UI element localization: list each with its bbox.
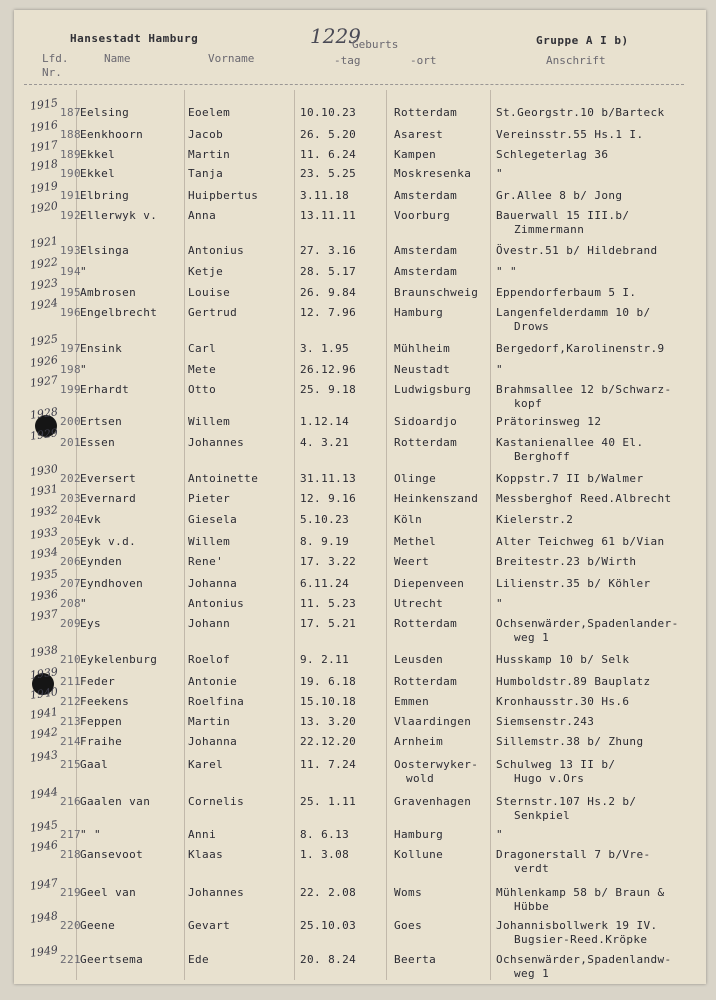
year-mark: 1916 (29, 118, 59, 135)
year-mark: 1929 (29, 426, 59, 443)
address-continuation: weg 1 (514, 967, 550, 980)
address-cell: Sillemstr.38 b/ Zhung (496, 735, 644, 748)
birth-place-cell: Heinkenszand (394, 492, 479, 505)
birth-place-cell: Woms (394, 886, 423, 899)
row-number: 213 (60, 715, 82, 728)
address-continuation: Berghoff (514, 450, 571, 463)
birth-place-cell: Voorburg (394, 209, 451, 222)
address-cell: Övestr.51 b/ Hildebrand (496, 244, 658, 257)
surname-cell: Geene (80, 919, 116, 932)
first-name-cell: Otto (188, 383, 217, 396)
address-cell: St.Georgstr.10 b/Barteck (496, 106, 665, 119)
address-cell: Alter Teichweg 61 b/Vian (496, 535, 665, 548)
surname-cell: Elbring (80, 189, 130, 202)
header-tag: -tag (334, 54, 361, 67)
first-name-cell: Johanna (188, 735, 238, 748)
first-name-cell: Huipbertus (188, 189, 259, 202)
birth-place-cell: Beerta (394, 953, 437, 966)
surname-cell: " " (80, 828, 102, 841)
surname-cell: Feekens (80, 695, 130, 708)
city-heading: Hansestadt Hamburg (70, 32, 199, 45)
row-number: 207 (60, 577, 82, 590)
birth-place-cell: Köln (394, 513, 423, 526)
birth-place-cell: Rotterdam (394, 436, 458, 449)
surname-cell: Ekkel (80, 167, 116, 180)
birth-place-cell: Rotterdam (394, 617, 458, 630)
first-name-cell: Pieter (188, 492, 231, 505)
address-continuation: Hugo v.Ors (514, 772, 585, 785)
birth-place-cell: Goes (394, 919, 423, 932)
year-mark: 1932 (29, 503, 59, 520)
birth-place-cell: Oosterwyker- (394, 758, 479, 771)
birth-place-cell: Braunschweig (394, 286, 479, 299)
header-geburts: Geburts (352, 38, 399, 51)
address-continuation: Drows (514, 320, 550, 333)
first-name-cell: Willem (188, 535, 231, 548)
surname-cell: Eys (80, 617, 102, 630)
year-mark: 1948 (29, 909, 59, 926)
surname-cell: Eykelenburg (80, 653, 158, 666)
surname-cell: Ambrosen (80, 286, 137, 299)
birth-date-cell: 5.10.23 (300, 513, 350, 526)
year-mark: 1944 (29, 785, 59, 802)
birth-place-cell: Vlaardingen (394, 715, 472, 728)
birth-place-cell: Utrecht (394, 597, 444, 610)
year-mark: 1946 (29, 838, 59, 855)
year-mark: 1943 (29, 748, 59, 765)
birth-date-cell: 31.11.13 (300, 472, 357, 485)
birth-place-cell: Olinge (394, 472, 437, 485)
first-name-cell: Eoelem (188, 106, 231, 119)
address-continuation: weg 1 (514, 631, 550, 644)
birth-date-cell: 19. 6.18 (300, 675, 357, 688)
first-name-cell: Tanja (188, 167, 224, 180)
address-cell: Ochsenwärder,Spadenlander- (496, 617, 679, 630)
birth-date-cell: 1. 3.08 (300, 848, 350, 861)
surname-cell: Eelsing (80, 106, 130, 119)
surname-cell: Ensink (80, 342, 123, 355)
address-cell: Sternstr.107 Hs.2 b/ (496, 795, 637, 808)
address-cell: Kielerstr.2 (496, 513, 574, 526)
row-number: 196 (60, 306, 82, 319)
birth-date-cell: 17. 5.21 (300, 617, 357, 630)
surname-cell: Fraihe (80, 735, 123, 748)
year-mark: 1939 (29, 665, 59, 682)
address-cell: Koppstr.7 II b/Walmer (496, 472, 644, 485)
surname-cell: Gaalen van (80, 795, 151, 808)
surname-cell: Ertsen (80, 415, 123, 428)
header-name: Name (104, 52, 131, 65)
birth-date-cell: 12. 9.16 (300, 492, 357, 505)
birth-place-cell: Kampen (394, 148, 437, 161)
address-cell: " (496, 828, 504, 841)
row-number: 191 (60, 189, 82, 202)
birth-place-cell: Hamburg (394, 306, 444, 319)
address-cell: Mühlenkamp 58 b/ Braun & (496, 886, 665, 899)
row-number: 219 (60, 886, 82, 899)
birth-place-cell: Amsterdam (394, 189, 458, 202)
column-rule (386, 90, 387, 980)
row-number: 210 (60, 653, 82, 666)
address-continuation: verdt (514, 862, 550, 875)
birth-place-cell: Asarest (394, 128, 444, 141)
birth-date-cell: 15.10.18 (300, 695, 357, 708)
row-number: 221 (60, 953, 82, 966)
surname-cell: Eversert (80, 472, 137, 485)
surname-cell: Elsinga (80, 244, 130, 257)
row-number: 198 (60, 363, 82, 376)
row-number: 195 (60, 286, 82, 299)
group-heading: Gruppe A I b) (536, 34, 629, 47)
first-name-cell: Mete (188, 363, 217, 376)
first-name-cell: Rene' (188, 555, 224, 568)
row-number: 216 (60, 795, 82, 808)
address-cell: Kastanienallee 40 El. (496, 436, 644, 449)
row-number: 214 (60, 735, 82, 748)
year-mark: 1919 (29, 179, 59, 196)
birth-place-continuation: wold (406, 772, 435, 785)
surname-cell: Geertsema (80, 953, 144, 966)
birth-place-cell: Diepenveen (394, 577, 465, 590)
address-continuation: Senkpiel (514, 809, 571, 822)
year-mark: 1947 (29, 876, 59, 893)
first-name-cell: Antonius (188, 244, 245, 257)
year-mark: 1934 (29, 545, 59, 562)
year-mark: 1925 (29, 332, 59, 349)
first-name-cell: Willem (188, 415, 231, 428)
first-name-cell: Klaas (188, 848, 224, 861)
surname-cell: Eyk v.d. (80, 535, 137, 548)
row-number: 189 (60, 148, 82, 161)
address-cell: " (496, 363, 504, 376)
birth-date-cell: 22. 2.08 (300, 886, 357, 899)
year-mark: 1921 (29, 234, 59, 251)
column-rule (490, 90, 491, 980)
birth-date-cell: 13. 3.20 (300, 715, 357, 728)
birth-date-cell: 26. 5.20 (300, 128, 357, 141)
row-number: 202 (60, 472, 82, 485)
birth-date-cell: 28. 5.17 (300, 265, 357, 278)
surname-cell: " (80, 363, 88, 376)
birth-date-cell: 8. 6.13 (300, 828, 350, 841)
birth-place-cell: Amsterdam (394, 244, 458, 257)
year-mark: 1940 (29, 685, 59, 702)
address-cell: Breitestr.23 b/Wirth (496, 555, 637, 568)
row-number: 200 (60, 415, 82, 428)
first-name-cell: Anni (188, 828, 217, 841)
birth-date-cell: 6.11.24 (300, 577, 350, 590)
birth-place-cell: Moskresenka (394, 167, 472, 180)
row-number: 201 (60, 436, 82, 449)
birth-date-cell: 9. 2.11 (300, 653, 350, 666)
address-continuation: Hübbe (514, 900, 550, 913)
surname-cell: Eynden (80, 555, 123, 568)
row-number: 208 (60, 597, 82, 610)
birth-place-cell: Sidoardjo (394, 415, 458, 428)
first-name-cell: Cornelis (188, 795, 245, 808)
year-mark: 1922 (29, 255, 59, 272)
address-cell: Ochsenwärder,Spadenlandw- (496, 953, 672, 966)
year-mark: 1927 (29, 373, 59, 390)
year-mark: 1937 (29, 607, 59, 624)
header-ort: -ort (410, 54, 437, 67)
row-number: 206 (60, 555, 82, 568)
row-number: 199 (60, 383, 82, 396)
first-name-cell: Antonie (188, 675, 238, 688)
birth-date-cell: 26.12.96 (300, 363, 357, 376)
row-number: 217 (60, 828, 82, 841)
birth-date-cell: 10.10.23 (300, 106, 357, 119)
address-continuation: Zimmermann (514, 223, 585, 236)
first-name-cell: Jacob (188, 128, 224, 141)
header-vorname: Vorname (208, 52, 255, 65)
birth-date-cell: 11. 7.24 (300, 758, 357, 771)
year-mark: 1938 (29, 643, 59, 660)
address-cell: " (496, 167, 504, 180)
first-name-cell: Johannes (188, 436, 245, 449)
birth-place-cell: Emmen (394, 695, 430, 708)
surname-cell: Gaal (80, 758, 109, 771)
year-mark: 1920 (29, 199, 59, 216)
row-number: 204 (60, 513, 82, 526)
year-mark: 1931 (29, 482, 59, 499)
birth-place-cell: Ludwigsburg (394, 383, 472, 396)
year-mark: 1928 (29, 405, 59, 422)
birth-date-cell: 12. 7.96 (300, 306, 357, 319)
first-name-cell: Antonius (188, 597, 245, 610)
first-name-cell: Ketje (188, 265, 224, 278)
first-name-cell: Johannes (188, 886, 245, 899)
row-number: 212 (60, 695, 82, 708)
first-name-cell: Karel (188, 758, 224, 771)
column-rule (294, 90, 295, 980)
birth-place-cell: Rotterdam (394, 675, 458, 688)
header-anschrift: Anschrift (546, 54, 606, 67)
surname-cell: Feppen (80, 715, 123, 728)
year-mark: 1945 (29, 818, 59, 835)
row-number: 220 (60, 919, 82, 932)
birth-date-cell: 13.11.11 (300, 209, 357, 222)
birth-date-cell: 3. 1.95 (300, 342, 350, 355)
first-name-cell: Gertrud (188, 306, 238, 319)
address-cell: Dragonerstall 7 b/Vre- (496, 848, 651, 861)
address-cell: Lilienstr.35 b/ Köhler (496, 577, 651, 590)
address-cell: Prätorinsweg 12 (496, 415, 602, 428)
birth-date-cell: 11. 6.24 (300, 148, 357, 161)
birth-place-cell: Arnheim (394, 735, 444, 748)
first-name-cell: Martin (188, 715, 231, 728)
year-mark: 1917 (29, 138, 59, 155)
surname-cell: Ellerwyk v. (80, 209, 158, 222)
birth-place-cell: Neustadt (394, 363, 451, 376)
first-name-cell: Martin (188, 148, 231, 161)
row-number: 215 (60, 758, 82, 771)
address-cell: Bauerwall 15 III.b/ (496, 209, 630, 222)
row-number: 187 (60, 106, 82, 119)
address-cell: Eppendorferbaum 5 I. (496, 286, 637, 299)
address-cell: Messberghof Reed.Albrecht (496, 492, 672, 505)
address-continuation: Bugsier-Reed.Kröpke (514, 933, 648, 946)
row-number: 197 (60, 342, 82, 355)
birth-date-cell: 25.10.03 (300, 919, 357, 932)
surname-cell: Eyndhoven (80, 577, 144, 590)
surname-cell: Evk (80, 513, 102, 526)
birth-date-cell: 8. 9.19 (300, 535, 350, 548)
address-cell: Schulweg 13 II b/ (496, 758, 616, 771)
address-cell: " (496, 597, 504, 610)
year-mark: 1942 (29, 725, 59, 742)
surname-cell: Erhardt (80, 383, 130, 396)
row-number: 194 (60, 265, 82, 278)
surname-cell: Geel van (80, 886, 137, 899)
surname-cell: " (80, 265, 88, 278)
header-nr: Nr. (42, 66, 62, 79)
year-mark: 1918 (29, 157, 59, 174)
address-cell: Brahmsallee 12 b/Schwarz- (496, 383, 672, 396)
birth-date-cell: 22.12.20 (300, 735, 357, 748)
surname-cell: Essen (80, 436, 116, 449)
first-name-cell: Ede (188, 953, 210, 966)
handwritten-reference: 1229 (310, 24, 361, 48)
birth-date-cell: 3.11.18 (300, 189, 350, 202)
year-mark: 1933 (29, 525, 59, 542)
surname-cell: Eenkhoorn (80, 128, 144, 141)
birth-place-cell: Mühlheim (394, 342, 451, 355)
surname-cell: " (80, 597, 88, 610)
header-rule (24, 84, 684, 85)
year-mark: 1924 (29, 296, 59, 313)
address-cell: Johannisbollwerk 19 IV. (496, 919, 658, 932)
birth-date-cell: 27. 3.16 (300, 244, 357, 257)
address-cell: Bergedorf,Karolinenstr.9 (496, 342, 665, 355)
year-mark: 1941 (29, 705, 59, 722)
first-name-cell: Carl (188, 342, 217, 355)
first-name-cell: Johanna (188, 577, 238, 590)
year-mark: 1926 (29, 353, 59, 370)
address-cell: Siemsenstr.243 (496, 715, 595, 728)
first-name-cell: Louise (188, 286, 231, 299)
header-lfd: Lfd. (42, 52, 69, 65)
row-number: 205 (60, 535, 82, 548)
document-page (14, 10, 706, 984)
birth-date-cell: 11. 5.23 (300, 597, 357, 610)
address-cell: Humboldstr.89 Bauplatz (496, 675, 651, 688)
year-mark: 1923 (29, 276, 59, 293)
address-cell: Gr.Allee 8 b/ Jong (496, 189, 623, 202)
year-mark: 1936 (29, 587, 59, 604)
birth-place-cell: Gravenhagen (394, 795, 472, 808)
birth-date-cell: 25. 9.18 (300, 383, 357, 396)
row-number: 203 (60, 492, 82, 505)
birth-date-cell: 1.12.14 (300, 415, 350, 428)
surname-cell: Engelbrecht (80, 306, 158, 319)
row-number: 211 (60, 675, 82, 688)
surname-cell: Feder (80, 675, 116, 688)
column-rule (184, 90, 185, 980)
first-name-cell: Antoinette (188, 472, 259, 485)
birth-place-cell: Weert (394, 555, 430, 568)
birth-date-cell: 23. 5.25 (300, 167, 357, 180)
address-cell: Schlegeterlag 36 (496, 148, 609, 161)
first-name-cell: Roelof (188, 653, 231, 666)
row-number: 188 (60, 128, 82, 141)
row-number: 218 (60, 848, 82, 861)
surname-cell: Ekkel (80, 148, 116, 161)
row-number: 193 (60, 244, 82, 257)
birth-place-cell: Kollune (394, 848, 444, 861)
year-mark: 1949 (29, 943, 59, 960)
first-name-cell: Roelfina (188, 695, 245, 708)
first-name-cell: Gevart (188, 919, 231, 932)
first-name-cell: Johann (188, 617, 231, 630)
first-name-cell: Giesela (188, 513, 238, 526)
surname-cell: Gansevoot (80, 848, 144, 861)
birth-place-cell: Rotterdam (394, 106, 458, 119)
row-number: 192 (60, 209, 82, 222)
year-mark: 1930 (29, 462, 59, 479)
surname-cell: Evernard (80, 492, 137, 505)
address-cell: " " (496, 265, 518, 278)
first-name-cell: Anna (188, 209, 217, 222)
address-cell: Langenfelderdamm 10 b/ (496, 306, 651, 319)
birth-date-cell: 25. 1.11 (300, 795, 357, 808)
row-number: 209 (60, 617, 82, 630)
address-continuation: kopf (514, 397, 543, 410)
row-number: 190 (60, 167, 82, 180)
birth-date-cell: 4. 3.21 (300, 436, 350, 449)
birth-place-cell: Hamburg (394, 828, 444, 841)
birth-date-cell: 20. 8.24 (300, 953, 357, 966)
birth-date-cell: 26. 9.84 (300, 286, 357, 299)
birth-place-cell: Methel (394, 535, 437, 548)
year-mark: 1915 (29, 96, 59, 113)
address-cell: Vereinsstr.55 Hs.1 I. (496, 128, 644, 141)
birth-date-cell: 17. 3.22 (300, 555, 357, 568)
birth-place-cell: Leusden (394, 653, 444, 666)
year-mark: 1935 (29, 567, 59, 584)
address-cell: Husskamp 10 b/ Selk (496, 653, 630, 666)
address-cell: Kronhausstr.30 Hs.6 (496, 695, 630, 708)
birth-place-cell: Amsterdam (394, 265, 458, 278)
